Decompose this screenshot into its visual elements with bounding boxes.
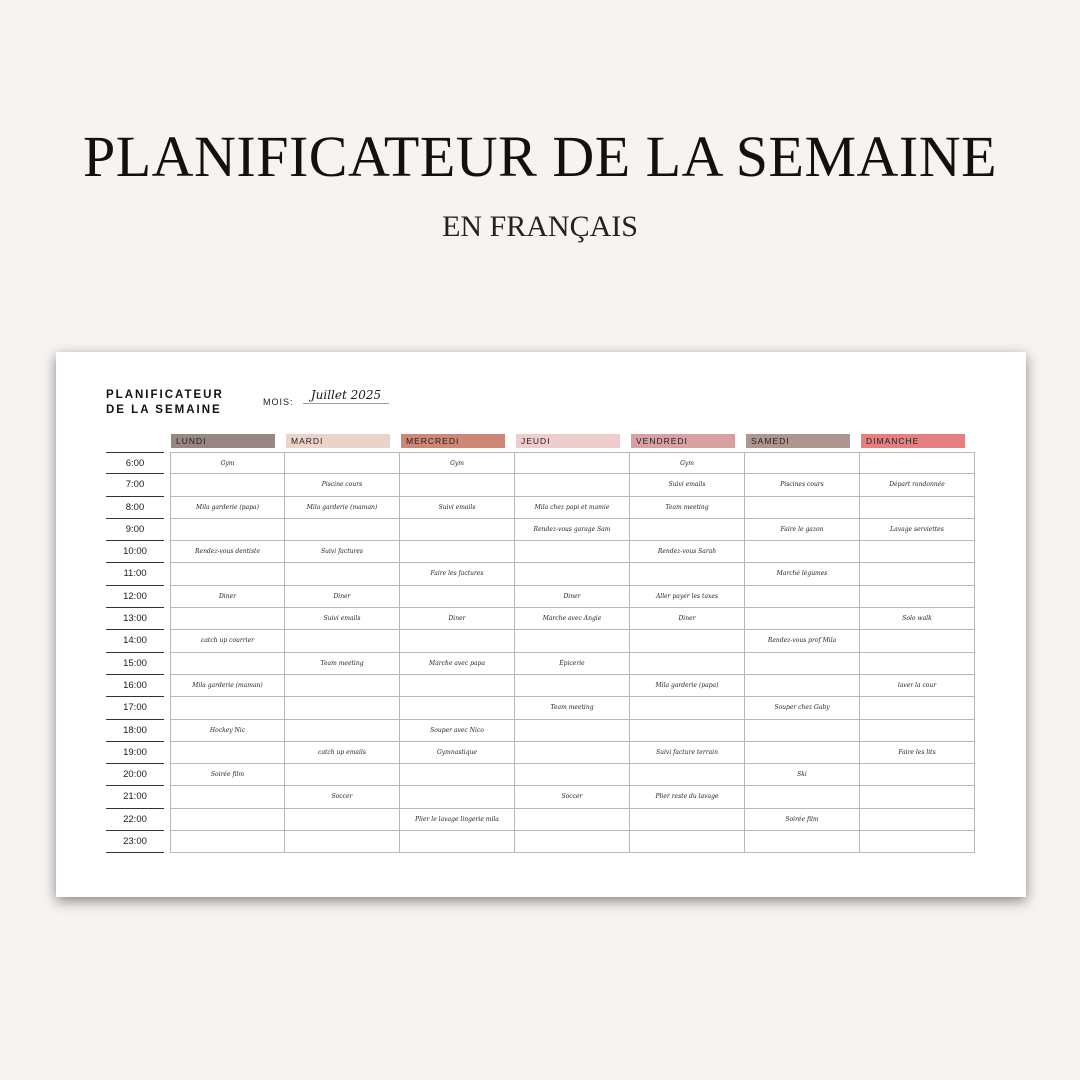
schedule-cell[interactable] [515,675,630,697]
table-row [106,786,976,808]
schedule-cell[interactable] [170,697,285,719]
schedule-cell[interactable] [745,541,860,563]
schedule-cell[interactable]: Piscine cours [285,474,400,496]
day-label: VENDREDI [631,434,735,448]
schedule-cell[interactable]: Plier reste du lavage [630,786,745,808]
schedule-cell[interactable] [515,809,630,831]
schedule-cell[interactable]: Faire le gazon [745,519,860,541]
day-label: MERCREDI [401,434,505,448]
schedule-cell[interactable] [400,831,515,853]
schedule-cell[interactable] [630,720,745,742]
schedule-cell[interactable] [745,653,860,675]
schedule-cell[interactable]: Rendez-vous Sarah [630,541,745,563]
schedule-cell[interactable] [400,697,515,719]
schedule-cell[interactable] [860,452,975,474]
schedule-cell[interactable]: Suivi facture terrain [630,742,745,764]
schedule-cell[interactable] [860,786,975,808]
schedule-cell[interactable]: Soirée film [745,809,860,831]
schedule-cell[interactable]: Soirée film [170,764,285,786]
schedule-cell[interactable]: Mila garderie (papa) [630,675,745,697]
schedule-cell[interactable] [515,630,630,652]
schedule-cell[interactable] [745,586,860,608]
schedule-cell[interactable]: Hockey Nic [170,720,285,742]
schedule-cell[interactable]: Soccer [285,786,400,808]
schedule-cell[interactable] [515,541,630,563]
time-label: 6:00 [106,452,164,474]
schedule-cell[interactable]: Suivi factures [285,541,400,563]
time-label: 22:00 [106,809,164,831]
schedule-cell[interactable] [745,452,860,474]
schedule-cell[interactable]: Rendez-vous dentiste [170,541,285,563]
table-row [106,608,976,630]
table-row [106,720,976,742]
time-label: 14:00 [106,630,164,652]
schedule-cell[interactable]: Soccer [515,786,630,808]
schedule-cell[interactable]: Aller payer les taxes [630,586,745,608]
day-header-jeudi [515,434,630,448]
day-header-lundi [170,434,285,448]
schedule-cell[interactable]: catch up emails [285,742,400,764]
table-row [106,764,976,786]
schedule-cell[interactable] [285,720,400,742]
table-row [106,809,976,831]
schedule-cell[interactable]: Gymnastique [400,742,515,764]
schedule-cell[interactable] [745,675,860,697]
schedule-cell[interactable] [860,653,975,675]
month-label: MOIS: [263,397,294,407]
schedule-cell[interactable]: Diner [630,608,745,630]
page-title: PLANIFICATEUR DE LA SEMAINE [82,124,998,189]
schedule-cell[interactable] [630,831,745,853]
day-header-row [106,432,976,452]
schedule-cell[interactable] [515,742,630,764]
schedule-cell[interactable] [170,608,285,630]
day-header-samedi [745,434,860,448]
schedule-cell[interactable] [860,764,975,786]
table-row [106,563,976,585]
schedule-cell[interactable]: Mila garderie (maman) [170,675,285,697]
time-label: 18:00 [106,720,164,742]
schedule-cell[interactable]: Mila garderie (maman) [285,497,400,519]
schedule-cell[interactable] [400,764,515,786]
schedule-cell[interactable] [285,831,400,853]
table-row [106,675,976,697]
schedule-cell[interactable]: Ski [745,764,860,786]
schedule-cell[interactable] [745,831,860,853]
schedule-cell[interactable] [400,541,515,563]
schedule-cell[interactable]: Mila chez papi et mamie [515,497,630,519]
table-row [106,452,976,474]
time-label: 17:00 [106,697,164,719]
schedule-cell[interactable]: Diner [515,586,630,608]
time-label: 15:00 [106,653,164,675]
schedule-cell[interactable]: Diner [285,586,400,608]
time-label: 8:00 [106,497,164,519]
table-row [106,519,976,541]
day-header-mercredi [400,434,515,448]
time-label: 9:00 [106,519,164,541]
table-row [106,541,976,563]
schedule-cell[interactable] [170,474,285,496]
schedule-cell[interactable]: Souper chez Gaby [745,697,860,719]
schedule-cell[interactable] [860,497,975,519]
day-header-mardi [285,434,400,448]
schedule-cell[interactable] [515,563,630,585]
day-label: MARDI [286,434,390,448]
schedule-cell[interactable]: Lavage serviettes [860,519,975,541]
time-label: 19:00 [106,742,164,764]
month-field[interactable]: Juillet 2025 [303,388,389,404]
table-row [106,497,976,519]
schedule-cell[interactable]: Diner [400,608,515,630]
schedule-cell[interactable]: Marche avec papa [400,653,515,675]
schedule-cell[interactable]: Team meeting [285,653,400,675]
schedule-cell[interactable] [170,519,285,541]
schedule-cell[interactable]: Mila garderie (papa) [170,497,285,519]
schedule-cell[interactable] [630,697,745,719]
schedule-cell[interactable]: Faire les lits [860,742,975,764]
schedule-cell[interactable]: Suivi emails [630,474,745,496]
schedule-cell[interactable] [170,563,285,585]
schedule-cell[interactable]: Team meeting [630,497,745,519]
schedule-cell[interactable] [745,786,860,808]
schedule-cell[interactable] [860,630,975,652]
table-row [106,697,976,719]
schedule-cell[interactable] [285,697,400,719]
schedule-cell[interactable] [745,608,860,630]
schedule-cell[interactable] [630,809,745,831]
schedule-cell[interactable] [630,519,745,541]
table-row [106,630,976,652]
schedule-cell[interactable] [285,809,400,831]
schedule-cell[interactable] [400,786,515,808]
schedule-cell[interactable] [170,742,285,764]
table-row [106,474,976,496]
schedule-cell[interactable]: Solo walk [860,608,975,630]
schedule-cell[interactable]: Team meeting [515,697,630,719]
schedule-cell[interactable]: Rendez-vous prof Mila [745,630,860,652]
time-header-spacer [106,432,170,452]
schedule-cell[interactable] [860,541,975,563]
week-grid [106,432,976,853]
day-label: DIMANCHE [861,434,965,448]
schedule-cell[interactable] [860,720,975,742]
time-label: 16:00 [106,675,164,697]
table-row [106,831,976,853]
schedule-cell[interactable] [285,563,400,585]
page-subtitle: EN FRANÇAIS [442,210,638,243]
schedule-cell[interactable] [860,586,975,608]
schedule-cell[interactable]: Faire les factures [400,563,515,585]
schedule-cell[interactable]: Souper avec Nico [400,720,515,742]
time-label: 10:00 [106,541,164,563]
schedule-cell[interactable] [400,519,515,541]
schedule-cell[interactable] [285,519,400,541]
sheet-title-line2: DE LA SEMAINE [106,404,222,416]
schedule-cell[interactable] [860,697,975,719]
schedule-cell[interactable]: Piscines cours [745,474,860,496]
schedule-cell[interactable]: Départ randonnée [860,474,975,496]
time-label: 12:00 [106,586,164,608]
schedule-cell[interactable]: Marche avec Angie [515,608,630,630]
schedule-cell[interactable] [515,474,630,496]
time-label: 21:00 [106,786,164,808]
planner-sheet [56,352,1026,897]
day-header-dimanche [860,434,975,448]
schedule-cell[interactable] [285,675,400,697]
table-row [106,742,976,764]
schedule-cell[interactable] [630,630,745,652]
schedule-cell[interactable] [170,653,285,675]
schedule-cell[interactable]: Gym [400,452,515,474]
time-label: 11:00 [106,563,164,585]
schedule-cell[interactable] [400,630,515,652]
schedule-cell[interactable] [630,563,745,585]
sheet-title-line1: PLANIFICATEUR [106,389,224,401]
schedule-cell[interactable]: Épicerie [515,653,630,675]
time-label: 7:00 [106,474,164,496]
schedule-cell[interactable] [400,675,515,697]
schedule-cell[interactable] [515,764,630,786]
day-label: JEUDI [516,434,620,448]
schedule-cell[interactable]: Rendez-vous garage Sam [515,519,630,541]
schedule-cell[interactable] [400,474,515,496]
schedule-cell[interactable] [630,764,745,786]
schedule-cell[interactable] [285,630,400,652]
schedule-cell[interactable] [745,497,860,519]
schedule-cell[interactable]: catch up courrier [170,630,285,652]
schedule-cell[interactable] [400,586,515,608]
schedule-cell[interactable]: Suivi emails [400,497,515,519]
schedule-cell[interactable] [860,809,975,831]
day-label: SAMEDI [746,434,850,448]
schedule-cell[interactable] [170,831,285,853]
schedule-cell[interactable] [285,764,400,786]
schedule-cell[interactable] [170,809,285,831]
time-label: 23:00 [106,831,164,853]
schedule-cell[interactable]: Plier le lavage lingerie mila [400,809,515,831]
schedule-cell[interactable]: Suivi emails [285,608,400,630]
schedule-cell[interactable] [745,742,860,764]
schedule-cell[interactable] [285,452,400,474]
table-row [106,586,976,608]
schedule-cell[interactable]: Marché légumes [745,563,860,585]
schedule-cell[interactable] [860,563,975,585]
schedule-cell[interactable] [515,831,630,853]
schedule-cell[interactable] [860,831,975,853]
schedule-cell[interactable]: Gym [630,452,745,474]
schedule-cell[interactable]: Gym [170,452,285,474]
schedule-cell[interactable]: laver la cour [860,675,975,697]
schedule-cell[interactable] [515,720,630,742]
schedule-cell[interactable]: Diner [170,586,285,608]
time-label: 13:00 [106,608,164,630]
day-header-vendredi [630,434,745,448]
sheet-title [106,388,224,418]
time-label: 20:00 [106,764,164,786]
table-row [106,653,976,675]
day-label: LUNDI [171,434,275,448]
schedule-cell[interactable] [745,720,860,742]
schedule-cell[interactable] [630,653,745,675]
schedule-cell[interactable] [515,452,630,474]
schedule-cell[interactable] [170,786,285,808]
